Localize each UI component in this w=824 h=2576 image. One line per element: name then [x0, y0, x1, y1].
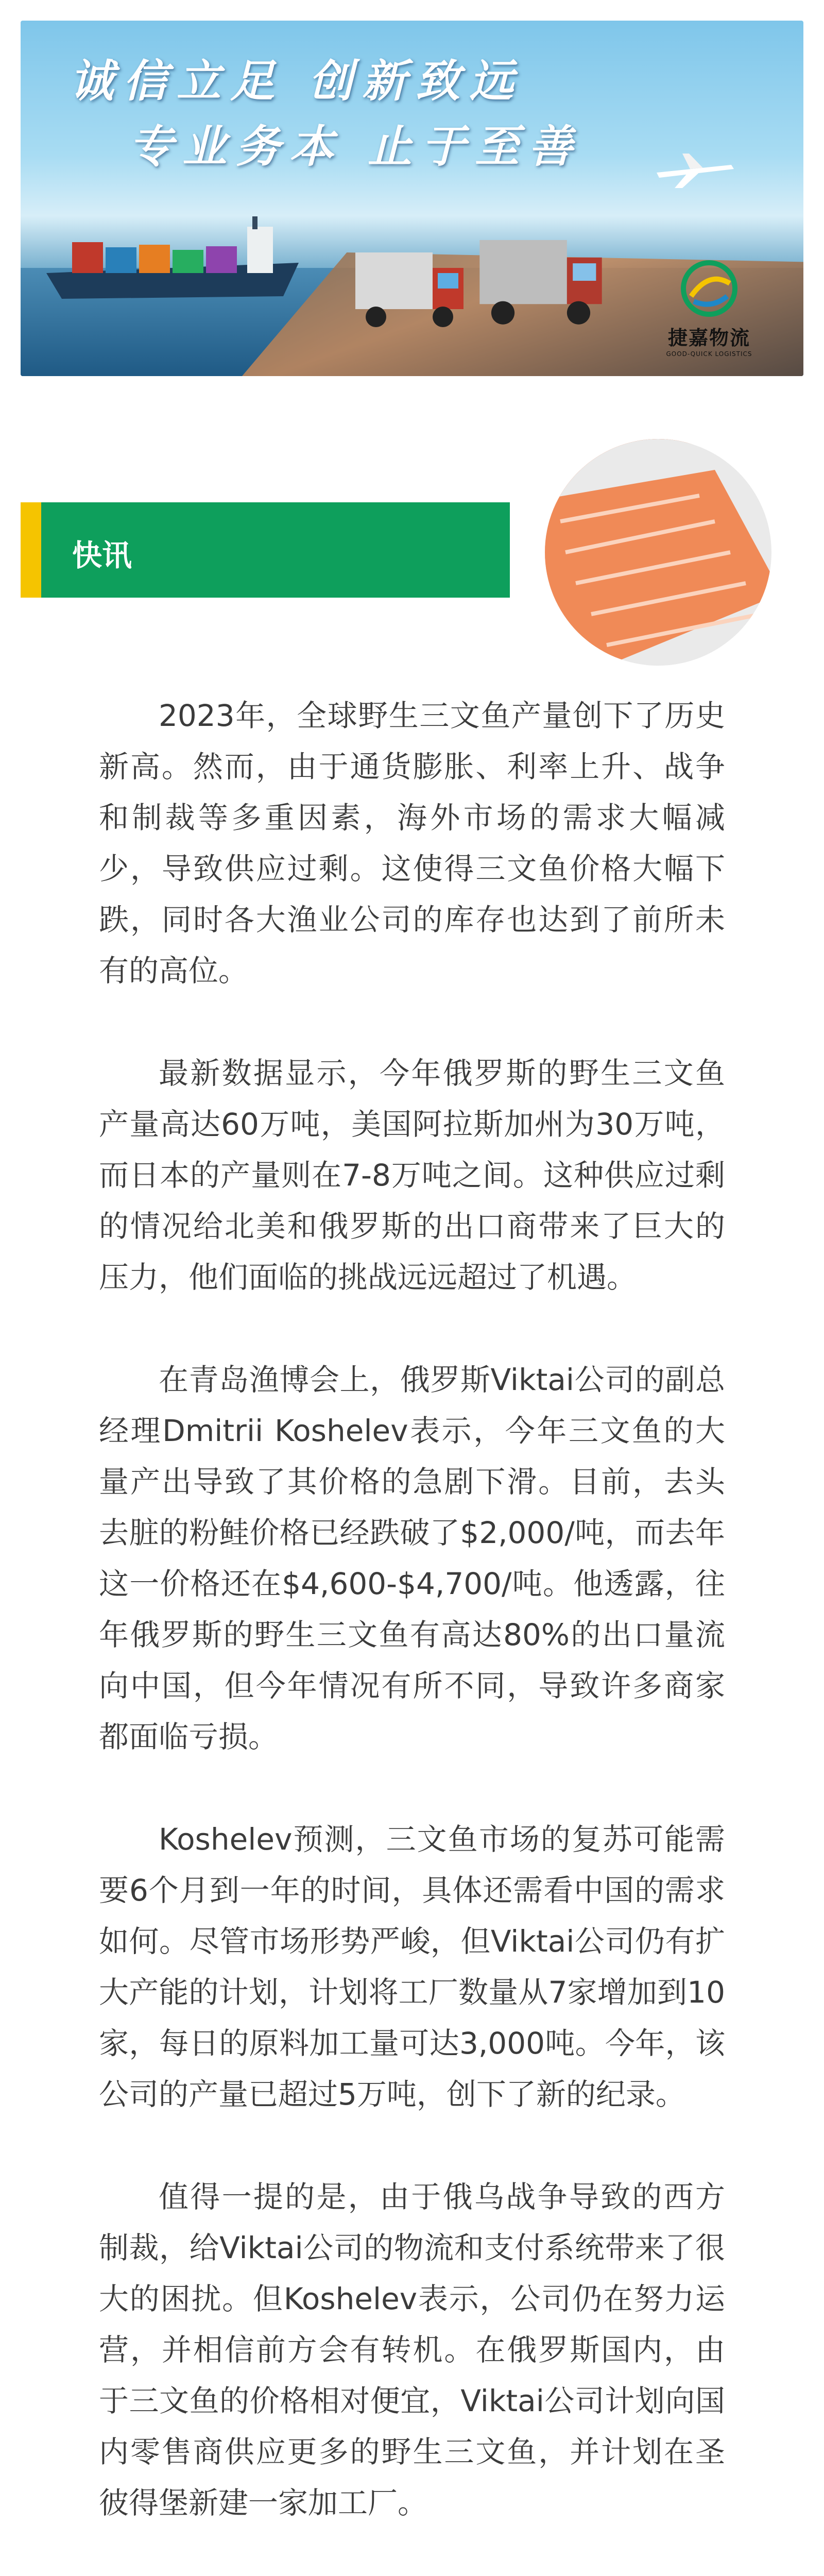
- banner-logo-cn: 捷嘉物流: [667, 327, 750, 349]
- section-title: 快讯: [72, 538, 132, 573]
- article-paragraph: Koshelev预测，三文鱼市场的复苏可能需要6个月到一年的时间，具体还需看中国的需求如何。尽管市场形势严峻，但Viktai公司仍有扩大产能的计划，计划将工厂数量从7家增加到10家，每日的原料加工量可达3,000吨。今年，该公司的产量已超过5万吨，创下了新的纪录。: [99, 1822, 725, 2112]
- banner-logo: [645, 260, 774, 358]
- section-header-bar: [21, 502, 510, 598]
- truck-icon: [350, 242, 469, 335]
- banner-slogan-line1: 诚信立足 创新致远: [70, 55, 523, 107]
- article-paragraph: 最新数据显示，今年俄罗斯的野生三文鱼产量高达60万吨，美国阿拉斯加州为30万吨，而日本的产量则在7-8万吨之间。这种供应过剩的情况给北美和俄罗斯的出口商带来了巨大的压力，他们面临的挑战远远超过了机遇。: [99, 1056, 725, 1295]
- article-paragraph: 2023年，全球野生三文鱼产量创下了历史新高。然而，由于通货膨胀、利率上升、战争和制裁等多重因素，海外市场的需求大幅减少，导致供应过剩。这使得三文鱼价格大幅下跌，同时各大渔业公司的库存也达到了前所未有的高位。: [99, 698, 725, 988]
- cargo-ship-icon: [41, 206, 309, 304]
- article-paragraph: 在青岛渔博会上，俄罗斯Viktai公司的副总经理Dmitrii Koshelev表示，今年三文鱼的大量产出导致了其价格的急剧下滑。目前，去头去脏的粉鲑价格已经跌破了$2,000/吨，而去年这一价格还在$4,600-$4,700/吨。他透露，往年俄罗斯的野生三文鱼有高达80%的出口量流向中国，但今年情况有所不同，导致许多商家都面临亏损。: [99, 1362, 725, 1754]
- salmon-photo-icon: [545, 439, 771, 666]
- section-header-accent: [21, 502, 41, 598]
- article-body: [99, 690, 725, 2576]
- truck-icon: [474, 227, 608, 335]
- banner-slogan-line2: 专业务本 止于至善: [129, 121, 582, 173]
- company-logo-icon: [681, 260, 737, 317]
- banner-logo-en: GOOD-QUICK LOGISTICS: [666, 350, 752, 358]
- header-banner: [21, 21, 803, 376]
- article-paragraph: 值得一提的是，由于俄乌战争导致的西方制裁，给Viktai公司的物流和支付系统带来了很大的困扰。但Koshelev表示，公司仍在努力运营，并相信前方会有转机。在俄罗斯国内，由于三文鱼的价格相对便宜，Viktai公司计划向国内零售商供应更多的野生三文鱼，并计划在圣彼得堡新建一家加工厂。: [99, 2179, 725, 2520]
- airplane-icon: [654, 149, 736, 191]
